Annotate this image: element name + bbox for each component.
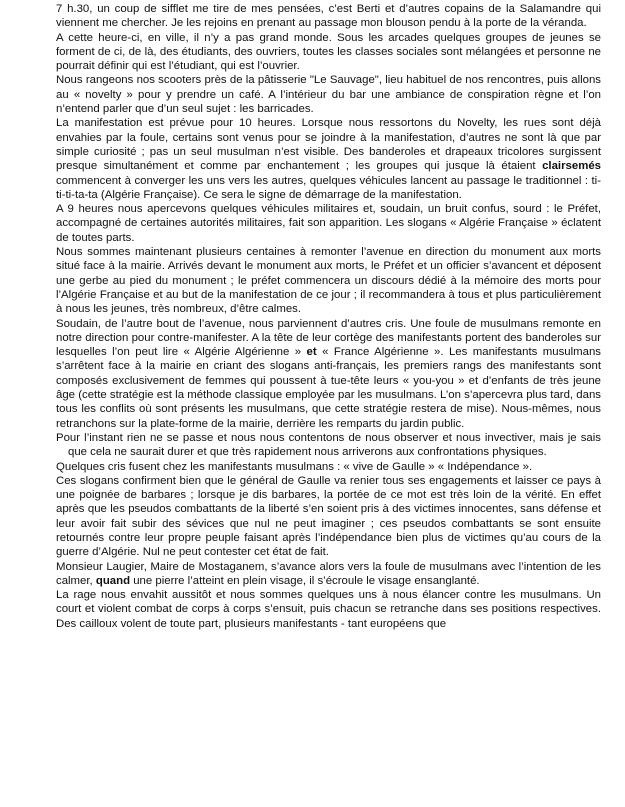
paragraph-text: A cette heure-ci, en ville, il n’y a pas grand monde. Sous les arcades quelques groupes de jeunes se forment de ci, de là, des étudiants, des ouvriers, toutes les classes sociales sont mélangées et personne ne pourrait définir qui est l’étudiant, qui est l’ouvrier.: [56, 31, 601, 73]
paragraph: [56, 31, 601, 74]
paragraph-text: 7 h.30, un coup de sifflet me tire de mes pensées, c’est Berti et d’autres copains de la Salamandre qui viennent me chercher. Je les rejoins en prenant au passage mon blouson pendu à la porte de la véranda.: [56, 3, 601, 30]
paragraph: [56, 431, 601, 460]
bold-text: quand: [95, 574, 131, 587]
paragraph-text: A 9 heures nous apercevons quelques véhicules militaires et, soudain, un bruit confus, sourd : le Préfet, accompagné de certaines autorités militaires, fait son apparition. Les slogans « Algérie Française » éclatent de toutes parts.: [56, 203, 601, 244]
paragraph-text: La manifestation est prévue pour 10 heures. Lorsque nous ressortons du Novelty, les rues sont déjà envahies par la foule, certains sont venus pour se joindre à la manifestation, d’autres ne sont là que par simple curiosité ; pas un seul musulman n’est visible. Des banderoles et drapeaux tricolores surgissent presque simultanément et comme par enchantement ; les groupes qui jusque là étaient: [56, 117, 601, 173]
paragraph: [56, 317, 601, 431]
paragraph-text: « France Algérienne ». Les manifestants musulmans s’arrêtent face à la mairie en criant des slogans anti-français, les premiers rangs des manifestants sont composés exclusivement de femmes qui poussent à tue-tête leurs « you-you » et d’enfants de très jeune âge (cette stratégie est la méthode classique employée par les musulmans. L’on s’apercevra plus tard, dans tous les conflits où sont présents les musulmans, que cette stratégie restera de mise). Nous-mêmes, nous retranchons sur la plate-forme de la mairie, derrière les remparts du jardin public.: [56, 346, 601, 430]
paragraph: [56, 245, 601, 316]
paragraph: [56, 2, 601, 31]
bold-text: et: [306, 346, 317, 359]
paragraph-text: Nous rangeons nos scooters près de la pâtisserie "Le Sauvage", lieu habituel de nos rencontres, puis allons au « novelty » pour y prendre un café. A l’intérieur du bar une ambiance de conspiration règne et l’on n’entend parler que d’un seul sujet : les barricades.: [56, 74, 601, 116]
paragraph-text: Nous sommes maintenant plusieurs centaines à remonter l’avenue en direction du monument aux morts situé face à la mairie. Arrivés devant le monument aux morts, le Préfet et un officier s’avancent et déposent une gerbe au pied du monument ; le préfet commencera un discours dédié à la mémoire des morts pour l’Algérie Française et au but de la manifestation de ce jour ; il recommandera à tous et plus particulièrement à nous les jeunes, très nombreux, d’être calmes.: [56, 246, 601, 316]
paragraph-text: Quelques cris fusent chez les manifestants musulmans : « vive de Gaulle » « Indépendance ».: [56, 460, 533, 473]
paragraph-text: Ces slogans confirment bien que le général de Gaulle va renier tous ses engagements et laisser ce pays à une poignée de barbares ; lorsque je dis barbares, la portée de ce mot est très loin de la vérité. En effet après que les pseudos combattants de la liberté s’en soient pris à des victimes innocentes, sans défense et leur avoir fait subir des sévices que nul ne peut imaginer ; ces pseudos combattants se sont ensuite retournés contre leur propre peuple faisant après l’indépendance bien plus de victimes qu’au cours de la guerre d’Algérie. Nul ne peut contester cet état de fait.: [56, 474, 601, 559]
paragraph: [56, 588, 601, 631]
paragraph: [56, 202, 601, 245]
paragraph: [56, 73, 601, 116]
paragraph: [56, 560, 601, 589]
paragraph-text: Monsieur Laugier, Maire de Mostaganem, s’avance alors vers la foule de musulmans avec l’intention de les calmer,: [56, 560, 601, 587]
paragraph-text: Pour l’instant rien ne se passe et nous nous contentons de nous observer et nous invectiver, mais je sais que cela ne saurait durer et que très rapidement nous arriverons aux confrontations physiques.: [56, 431, 601, 459]
paragraph-text: commencent à converger les uns vers les autres, quelques véhicules lancent au passage le traditionnel : ti-ti-ti-ta-ta (Algérie Française). Ce sera le signe de démarrage de la manifestation.: [56, 174, 601, 201]
paragraph: [56, 460, 601, 474]
paragraph-text: Soudain, de l’autre bout de l’avenue, nous parviennent d’autres cris. Une foule de musulmans remonte en notre direction pour contre-manifester. A la tête de leur cortège des manifestants portent des banderoles sur lesquelles l’on peut lire « Algérie Algérienne »: [56, 317, 601, 359]
bold-text: clairsemés: [542, 160, 601, 173]
paragraph-text: une pierre l’atteint en plein visage, il s’écroule le visage ensanglanté.: [130, 574, 480, 587]
paragraph: [56, 474, 601, 560]
paragraph: [56, 116, 601, 202]
paragraph-text: La rage nous envahit aussitôt et nous sommes quelques uns à nous élancer contre les musulmans. Un court et violent combat de corps à corps s’ensuit, puis chacun se retranche dans ses positions respectives. Des cailloux volent de toute part, plusieurs manifestants - tant européens que: [56, 589, 601, 630]
document-body: [56, 2, 601, 631]
